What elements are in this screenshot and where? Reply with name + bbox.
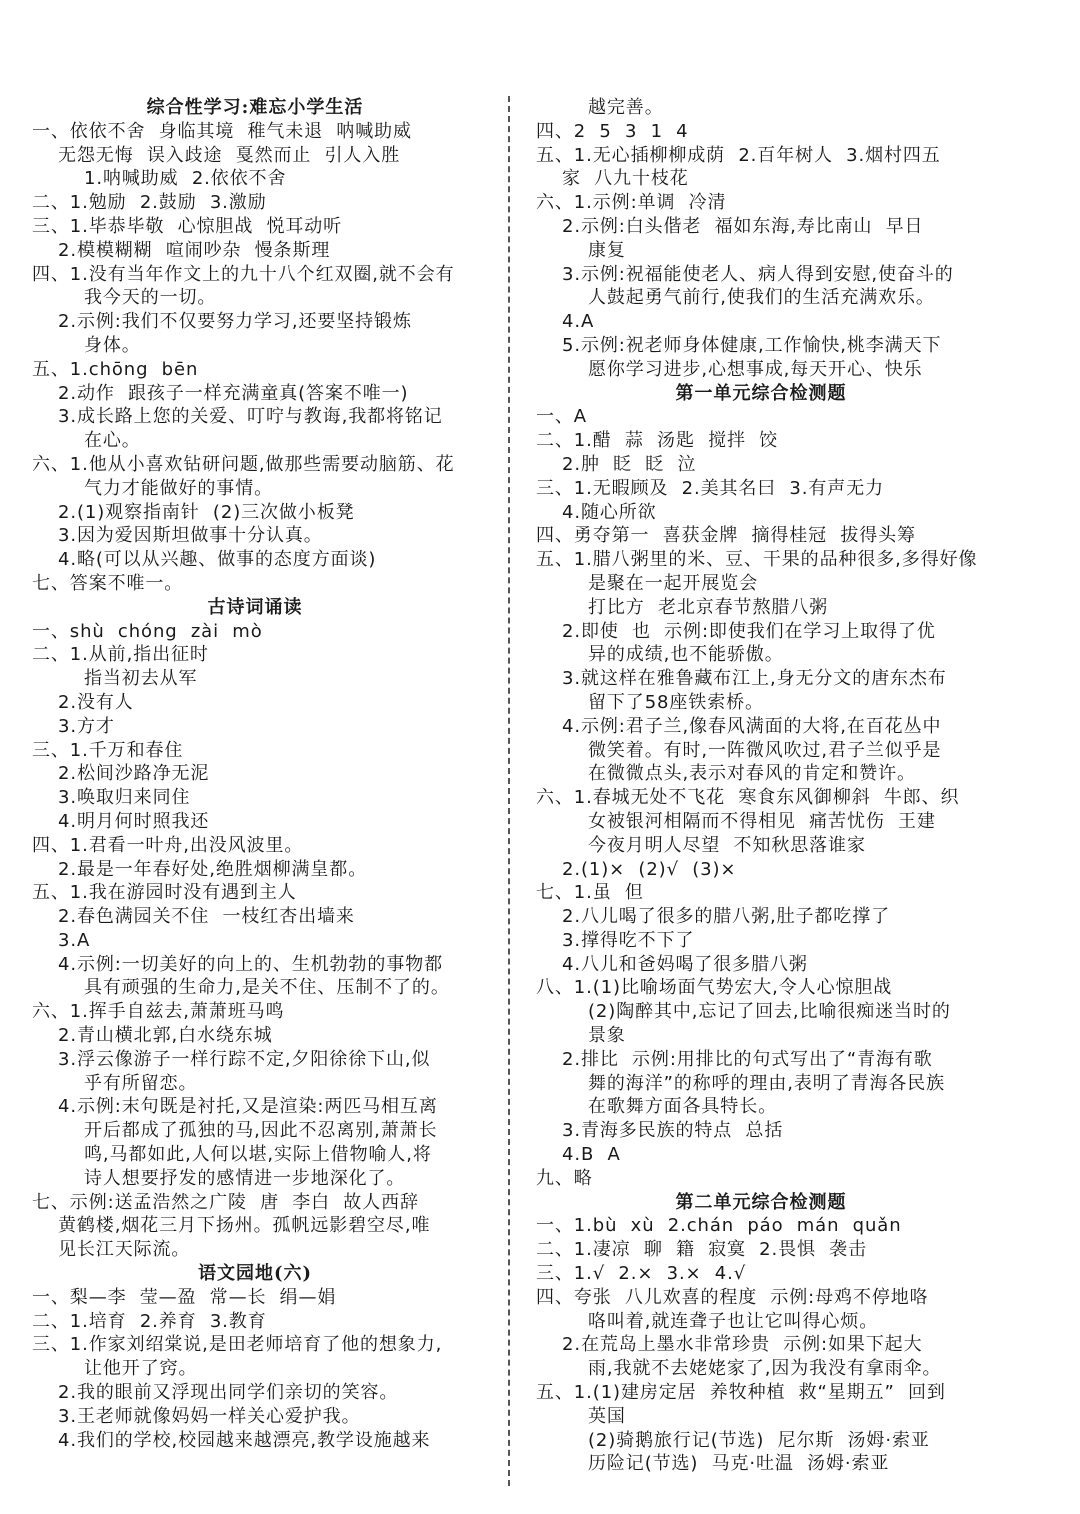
- answer-line: 无怨无悔 误入歧途 戛然而止 引人入胜: [58, 144, 401, 166]
- answer-line: 一、梨—李 莹—盈 常—长 绢—娟: [32, 1286, 337, 1308]
- answer-line: 四、夸张 八儿欢喜的程度 示例:母鸡不停地咯: [536, 1286, 929, 1308]
- answer-line: 二、1.从前,指出征时: [32, 644, 209, 666]
- answer-line: 3.成长路上您的关爱、叮咛与教诲,我都将铭记: [58, 406, 443, 428]
- answer-line: 九、略: [536, 1167, 593, 1189]
- answer-line: 七、示例:送孟浩然之广陵 唐 李白 故人西辞: [32, 1191, 419, 1213]
- answer-line: 2.最是一年春好处,绝胜烟柳满皇都。: [58, 858, 368, 880]
- answer-line: 4.示例:末句既是衬托,又是渲染:两匹马相互离: [58, 1096, 438, 1118]
- answer-line: 留下了58座铁索桥。: [588, 691, 764, 713]
- answer-line: 四、2 5 3 1 4: [536, 120, 689, 142]
- answer-line: 开后都成了孤独的马,因此不忍离别,萧萧长: [84, 1120, 438, 1142]
- answer-line: 鸣,马都如此,人何以堪,实际上借物喻人,将: [84, 1144, 432, 1166]
- answer-line: 3.方才: [58, 715, 115, 737]
- answer-line: 3.浮云像游子一样行踪不定,夕阳徐徐下山,似: [58, 1048, 431, 1070]
- answer-line: 一、1.bù xù 2.chán páo mán quǎn: [536, 1215, 902, 1237]
- answer-line: 4.A: [562, 311, 595, 333]
- answer-line: 雨,我就不去姥姥家了,因为我没有拿雨伞。: [588, 1358, 942, 1380]
- answer-line: 2.(1)× (2)√ (3)×: [562, 858, 737, 880]
- answer-line: 在歌舞方面各具特长。: [588, 1096, 777, 1118]
- answer-line: 三、1.毕恭毕敬 心惊胆战 悦耳动听: [32, 215, 343, 237]
- section-heading: 综合性学习:难忘小学生活: [146, 97, 364, 118]
- answer-line: 五、1.(1)建房定居 养牧种植 救“星期五” 回到: [536, 1382, 946, 1404]
- answer-line: 身体。: [84, 334, 141, 356]
- answer-line: 女被银河相隔而不得相见 痛苦忧伤 王建: [588, 810, 936, 832]
- answer-line: 三、1.无暇顾及 2.美其名曰 3.有声无力: [536, 477, 885, 499]
- answer-line: 愿你学习进步,心想事成,每天开心、快乐: [588, 358, 923, 380]
- answer-line: 越完善。: [588, 97, 664, 118]
- answer-line: 一、shù chóng zài mò: [32, 620, 263, 642]
- answer-line: 4.示例:一切美好的向上的、生机勃勃的事物都: [58, 953, 444, 975]
- answer-line: 3.王老师就像妈妈一样关心爱护我。: [58, 1405, 361, 1427]
- section-heading: 古诗词诵读: [207, 596, 303, 618]
- answer-line: 景象: [588, 1025, 626, 1047]
- answer-line: 2.我的眼前又浮现出同学们亲切的笑容。: [58, 1382, 399, 1404]
- answer-line: 六、1.挥手自兹去,萧萧班马鸣: [32, 1001, 285, 1023]
- answer-line: 见长江天际流。: [58, 1239, 191, 1261]
- answer-line: 二、1.醋 蒜 汤匙 搅拌 饺: [536, 430, 779, 452]
- answer-line: 2.青山横北郭,白水绕东城: [58, 1025, 273, 1047]
- answer-line: 二、1.培育 2.养育 3.教育: [32, 1310, 267, 1332]
- answer-line: 2.排比 示例:用排比的句式写出了“青海有歌: [562, 1048, 933, 1070]
- answer-line: 打比方 老北京春节熬腊八粥: [588, 596, 829, 618]
- answer-line: 3.A: [58, 929, 91, 951]
- answer-line: 八、1.(1)比喻场面气势宏大,令人心惊胆战: [536, 977, 893, 999]
- answer-line: 3.因为爱因斯坦做事十分认真。: [58, 525, 323, 547]
- answer-line: 五、1.我在游园时没有遇到主人: [32, 882, 297, 904]
- answer-line: 五、1.无心插柳柳成荫 2.百年树人 3.烟村四五: [536, 144, 941, 166]
- section-heading: 第二单元综合检测题: [675, 1191, 847, 1213]
- answer-line: 2.模模糊糊 喧闹吵杂 慢条斯理: [58, 239, 331, 261]
- answer-line: 2.示例:我们不仅要努力学习,还要坚持锻炼: [58, 311, 412, 333]
- answer-line: 2.没有人: [58, 691, 134, 713]
- answer-line: 在心。: [84, 430, 141, 452]
- answer-line: 2.即使 也 示例:即使我们在学习上取得了优: [562, 620, 936, 642]
- answer-line: 2.动作 跟孩子一样充满童真(答案不唯一): [58, 382, 409, 404]
- answer-line: 2.在荒岛上墨水非常珍贵 示例:如果下起大: [562, 1334, 923, 1356]
- answer-line: 一、A: [536, 406, 588, 428]
- answer-line: 一、依依不舍 身临其境 稚气未退 呐喊助威: [32, 120, 412, 142]
- answer-line: 4.明月何时照我还: [58, 810, 210, 832]
- answer-line: 二、1.勉励 2.鼓励 3.激励: [32, 192, 267, 214]
- answer-line: 2.八儿喝了很多的腊八粥,肚子都吃撑了: [562, 906, 890, 928]
- answer-line: 4.略(可以从兴趣、做事的态度方面谈): [58, 549, 377, 571]
- answer-line: 三、1.作家刘绍棠说,是田老师培育了他的想象力,: [32, 1334, 443, 1356]
- answer-line: 2.松间沙路净无泥: [58, 763, 210, 785]
- answer-line: 人鼓起勇气前行,使我们的生活充满欢乐。: [588, 287, 935, 309]
- answer-line: 五、1.chōng bēn: [32, 358, 199, 380]
- answer-line: 气力才能做好的事情。: [84, 477, 273, 499]
- answer-line: 4.示例:君子兰,像春风满面的大将,在百花丛中: [562, 715, 942, 737]
- answer-line: 2.(1)观察指南针 (2)三次做小板凳: [58, 501, 355, 523]
- answer-line: 2.肿 眨 眨 泣: [562, 453, 697, 475]
- answer-line: 3.撑得吃不下了: [562, 929, 695, 951]
- answer-line: 五、1.腊八粥里的米、豆、干果的品种很多,多得好像: [536, 549, 978, 571]
- answer-line: 三、1.√ 2.× 3.× 4.√: [536, 1263, 747, 1285]
- section-heading: 语文园地(六): [197, 1263, 313, 1285]
- answer-line: 六、1.春城无处不飞花 寒食东风御柳斜 牛郎、织: [536, 787, 960, 809]
- answer-line: 今夜月明人尽望 不知秋思落谁家: [588, 834, 866, 856]
- answer-line: 六、1.示例:单调 冷清: [536, 192, 727, 214]
- answer-line: 康复: [588, 239, 626, 261]
- right-column: [536, 96, 986, 1476]
- answer-line: 3.就这样在雅鲁藏布江上,身无分文的唐东杰布: [562, 668, 947, 690]
- answer-line: (2)骑鹅旅行记(节选) 尼尔斯 汤姆·索亚: [588, 1429, 930, 1451]
- answer-line: 是聚在一起开展览会: [588, 572, 759, 594]
- answer-line: 具有顽强的生命力,是关不住、压制不了的。: [84, 977, 450, 999]
- answer-line: 四、勇夺第一 喜获金牌 摘得桂冠 拔得头筹: [536, 525, 916, 547]
- answer-line: 4.随心所欲: [562, 501, 657, 523]
- answer-line: 3.示例:祝福能使老人、病人得到安慰,使奋斗的: [562, 263, 954, 285]
- answer-line: 我今天的一切。: [84, 287, 217, 309]
- answer-line: 5.示例:祝老师身体健康,工作愉快,桃李满天下: [562, 334, 942, 356]
- answer-line: 七、答案不唯一。: [32, 572, 184, 594]
- answer-line: 4.八儿和爸妈喝了很多腊八粥: [562, 953, 808, 975]
- answer-line: 二、1.凄凉 聊 籍 寂寞 2.畏惧 袭击: [536, 1239, 867, 1261]
- answer-line: 在微微点头,表示对春风的肯定和赞许。: [588, 763, 916, 785]
- answer-line: 指当初去从军: [84, 668, 198, 690]
- answer-line: 异的成绩,也不能骄傲。: [588, 644, 784, 666]
- answer-line: 三、1.千万和春住: [32, 739, 184, 761]
- answer-line: 让他开了窍。: [84, 1358, 198, 1380]
- answer-line: 历险记(节选) 马克·吐温 汤姆·索亚: [588, 1453, 890, 1475]
- answer-line: 六、1.他从小喜欢钻研问题,做那些需要动脑筋、花: [32, 453, 455, 475]
- answer-line: 舞的海洋”的称呼的理由,表明了青海各民族: [588, 1072, 946, 1094]
- answer-line: 诗人想要抒发的感情进一步地深化了。: [84, 1167, 406, 1189]
- answer-line: 2.示例:白头偕老 福如东海,寿比南山 早日: [562, 215, 924, 237]
- answer-line: (2)陶醉其中,忘记了回去,比喻很痴迷当时的: [588, 1001, 951, 1023]
- answer-line: 3.唤取归来同住: [58, 787, 191, 809]
- answer-line: 家 八九十枝花: [562, 168, 689, 190]
- answer-line: 微笑着。有时,一阵微风吹过,君子兰似乎是: [588, 739, 942, 761]
- answer-line: 四、1.没有当年作文上的九十八个红双圈,就不会有: [32, 263, 455, 285]
- answer-line: 英国: [588, 1405, 626, 1427]
- answer-line: 七、1.虽 但: [536, 882, 644, 904]
- answer-line: 2.春色满园关不住 一枝红杏出墙来: [58, 906, 355, 928]
- section-heading: 第一单元综合检测题: [675, 382, 847, 404]
- answer-line: 黄鹤楼,烟花三月下扬州。孤帆远影碧空尽,唯: [58, 1215, 431, 1237]
- answer-line: 4.B A: [562, 1144, 621, 1166]
- answer-line: 3.青海多民族的特点 总括: [562, 1120, 784, 1142]
- answer-line: 乎有所留恋。: [84, 1072, 198, 1094]
- answer-line: 咯叫着,就连聋子也让它叫得心烦。: [588, 1310, 879, 1332]
- column-divider: [508, 96, 510, 1486]
- answer-line: 四、1.君看一叶舟,出没风波里。: [32, 834, 304, 856]
- answer-line: 1.呐喊助威 2.依依不舍: [84, 168, 287, 190]
- left-column: [32, 96, 478, 1452]
- answer-line: 4.我们的学校,校园越来越漂亮,教学设施越来: [58, 1429, 431, 1451]
